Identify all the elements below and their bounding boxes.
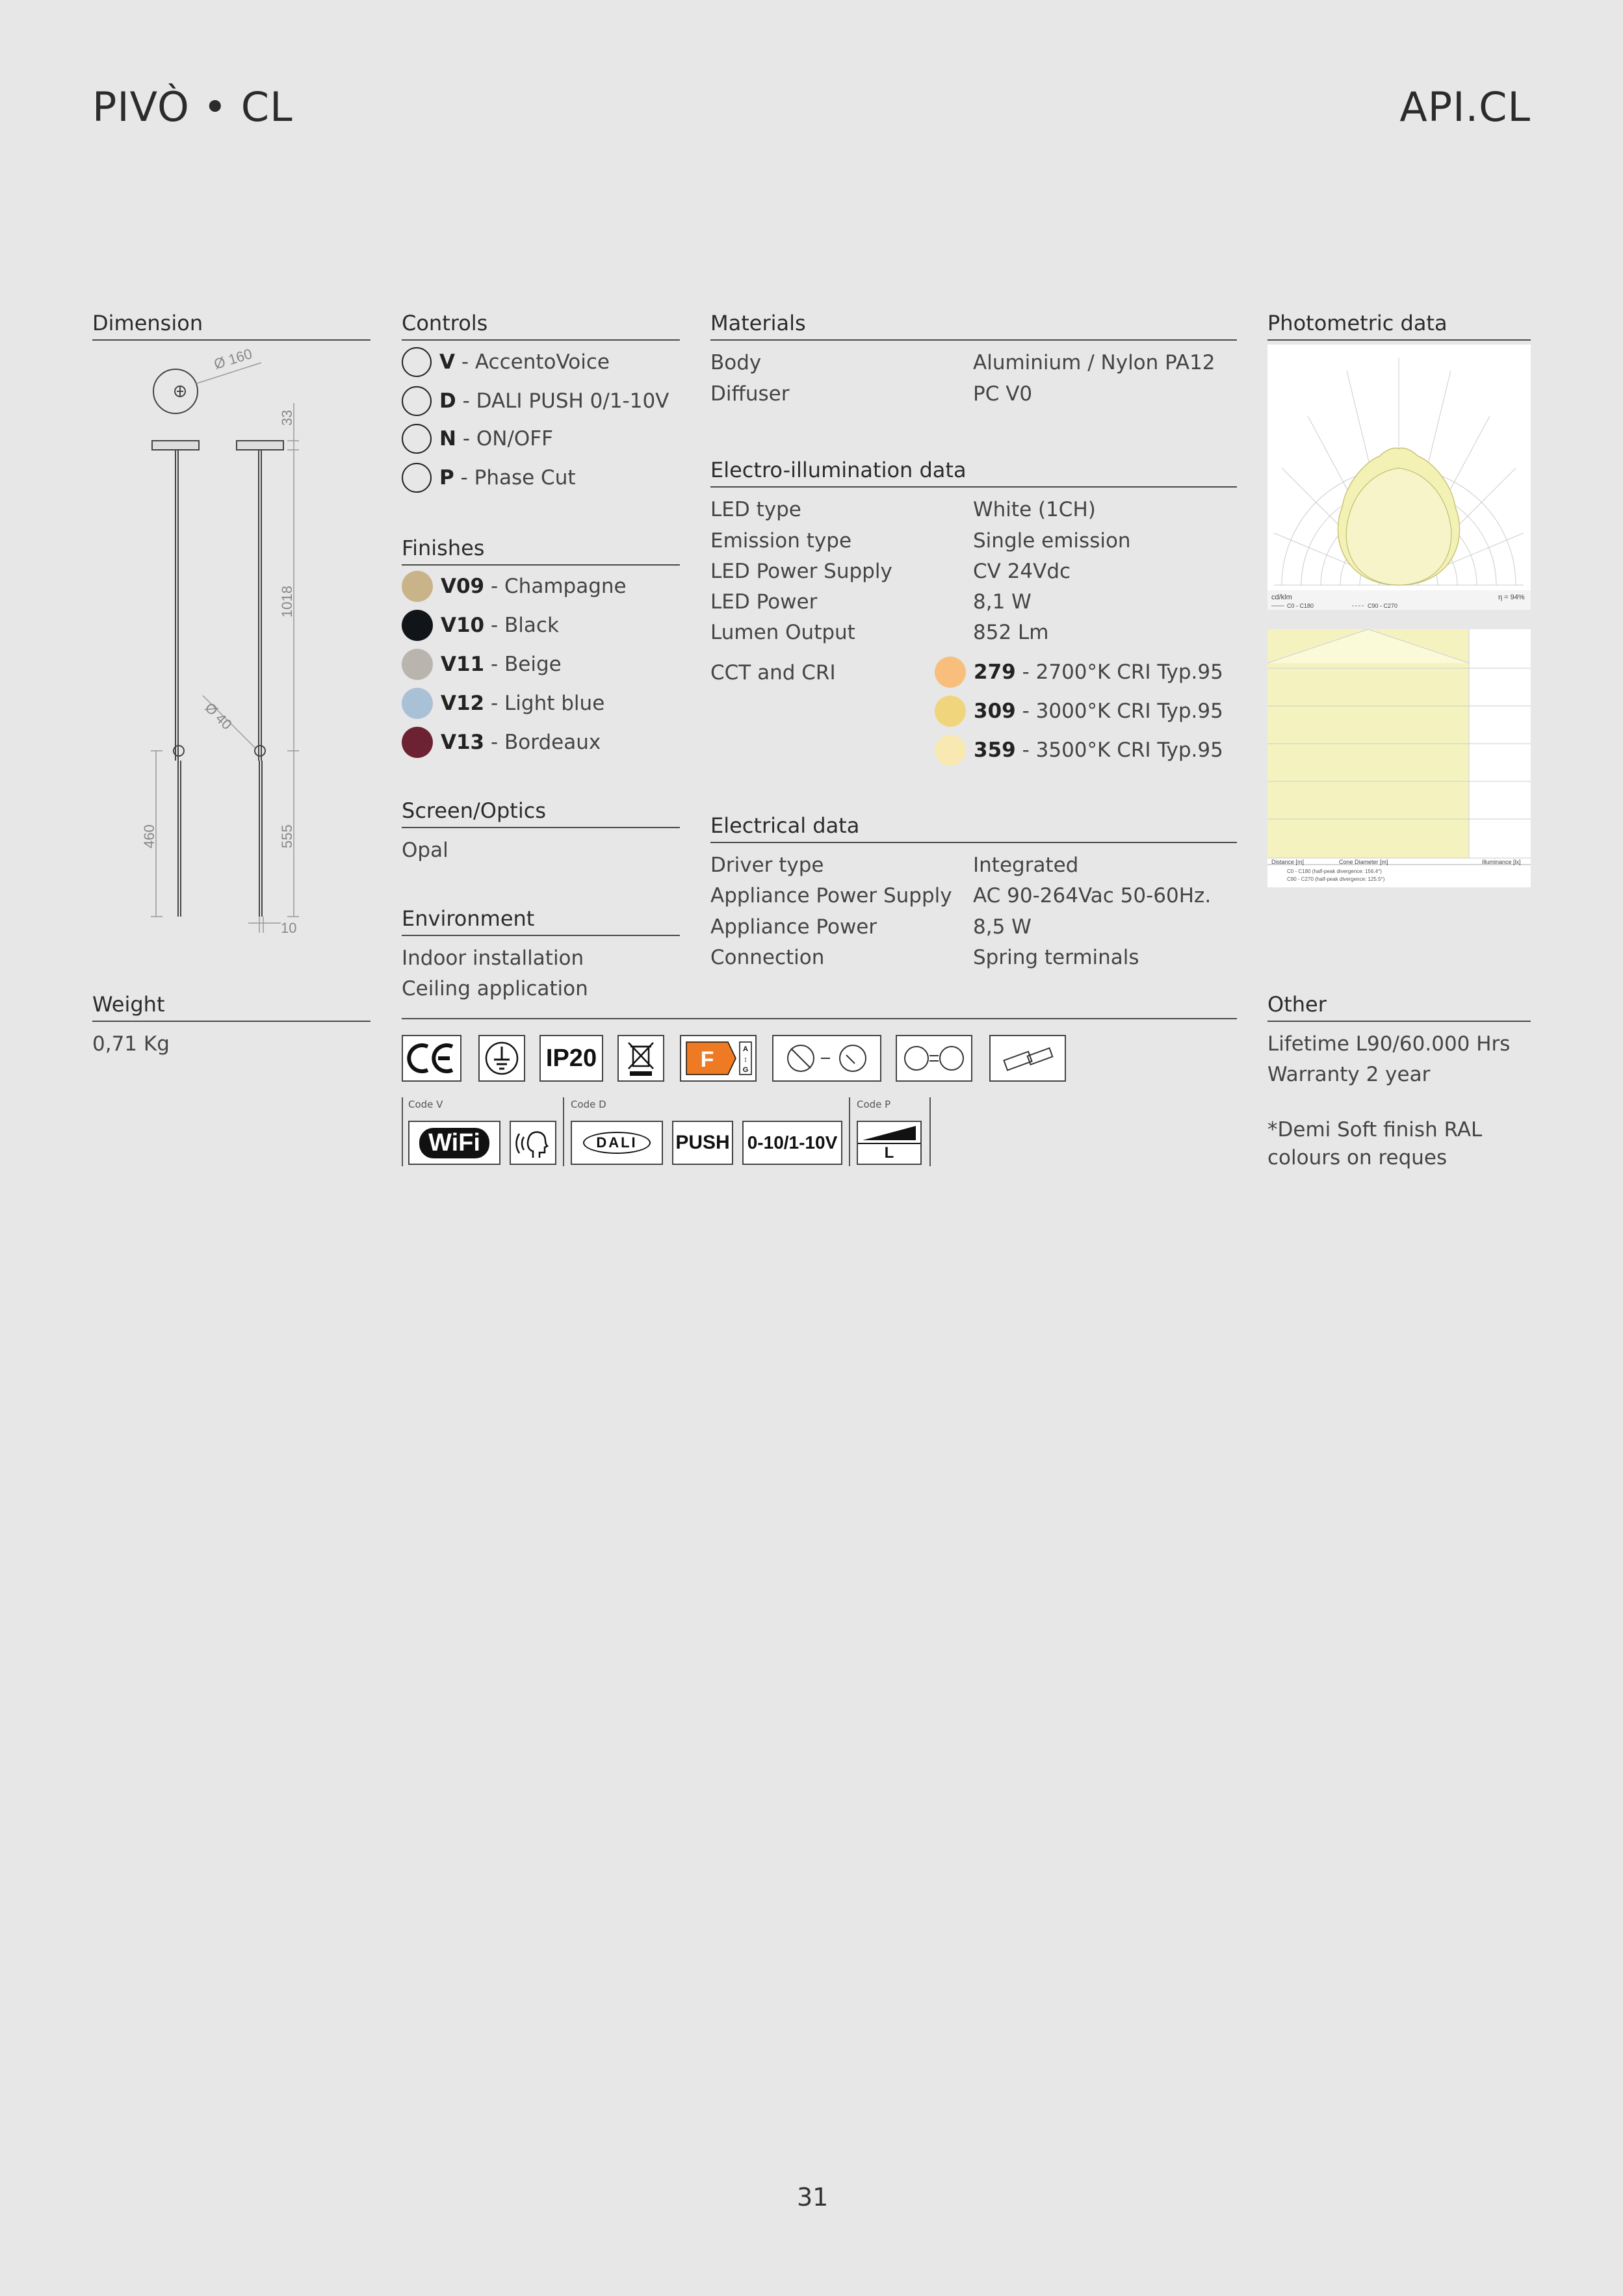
push-icon: PUSH <box>672 1121 733 1165</box>
control-item-v: V - AccentoVoice <box>402 347 610 377</box>
cone-footer-col1: Distance [m] <box>1271 859 1305 865</box>
code-p-label: Code P <box>857 1099 891 1110</box>
cct-label: CCT and CRI <box>710 661 836 685</box>
ground-class-icon <box>478 1035 525 1082</box>
cct-item: 359 - 3500°K CRI Typ.95 <box>935 735 1223 766</box>
polar-footer-right: η = 94% <box>1498 594 1525 601</box>
electrical-value: AC 90-264Vac 50-60Hz. <box>973 884 1212 907</box>
finish-swatch-icon <box>402 727 433 758</box>
dim-diameter-top: Ø 160 <box>212 345 254 372</box>
electro-value: 8,1 W <box>973 590 1032 614</box>
code-d-divider <box>563 1097 564 1166</box>
finishes-heading: Finishes <box>402 536 680 566</box>
svg-text:↕: ↕ <box>744 1056 747 1063</box>
electro-key: LED Power <box>710 590 818 614</box>
control-item-n: N - ON/OFF <box>402 424 553 454</box>
photometric-heading: Photometric data <box>1267 311 1531 341</box>
product-title: PIVÒ • CL <box>92 83 293 131</box>
cone-legend-1: C0 - C180 (half-peak divergence: 156.4°) <box>1287 868 1382 874</box>
dimension-heading: Dimension <box>92 311 370 341</box>
cone-legend-2: C90 - C270 (half-peak divergence: 125.5°) <box>1287 876 1385 882</box>
code-d-label: Code D <box>571 1099 606 1110</box>
finish-swatch-icon <box>402 571 433 602</box>
electrical-value: 8,5 W <box>973 915 1032 939</box>
electro-value: 852 Lm <box>973 621 1049 644</box>
materials-value: PC V0 <box>973 382 1033 406</box>
polar-legend-1: C0 - C180 <box>1287 603 1314 609</box>
dimming-0-10v-icon: 0-10/1-10V <box>742 1121 842 1165</box>
cone-footer-col2: Cone Diameter [m] <box>1339 859 1388 865</box>
electro-key: Lumen Output <box>710 621 855 644</box>
electro-value: White (1CH) <box>973 498 1096 521</box>
ce-mark-icon <box>402 1035 461 1082</box>
cct-item: 309 - 3000°K CRI Typ.95 <box>935 696 1223 727</box>
wifi-icon: WiFi <box>408 1121 500 1165</box>
control-circle-icon <box>402 463 432 493</box>
led-driver-icon <box>896 1035 972 1082</box>
code-p-divider <box>849 1097 850 1166</box>
electro-key: LED type <box>710 498 801 521</box>
electrical-heading: Electrical data <box>710 813 1237 843</box>
other-note-line: colours on reques <box>1267 1146 1448 1169</box>
electro-key: Emission type <box>710 529 852 553</box>
finish-swatch-icon <box>402 649 433 680</box>
electrical-key: Connection <box>710 946 825 969</box>
code-v-label: Code V <box>408 1099 443 1110</box>
dim-height-460: 460 <box>141 824 157 848</box>
environment-item: Ceiling application <box>402 977 588 1000</box>
dim-height-555: 555 <box>279 824 295 848</box>
phase-cut-icon: L <box>857 1121 922 1165</box>
controls-heading: Controls <box>402 311 680 341</box>
dimension-drawing <box>92 345 370 943</box>
electrical-key: Driver type <box>710 854 824 877</box>
other-note-line: *Demi Soft finish RAL <box>1267 1118 1483 1141</box>
control-circle-icon <box>402 347 432 377</box>
cct-item: 279 - 2700°K CRI Typ.95 <box>935 657 1223 688</box>
ip20-icon: IP20 <box>539 1035 603 1082</box>
finish-swatch-icon <box>402 610 433 641</box>
dim-diameter-mid: Ø 40 <box>201 699 235 733</box>
materials-heading: Materials <box>710 311 1237 341</box>
icons-divider <box>402 1018 1237 1019</box>
electrical-value: Integrated <box>973 854 1079 877</box>
electrical-value: Spring terminals <box>973 946 1139 969</box>
voice-control-icon <box>510 1121 556 1165</box>
control-circle-icon <box>402 424 432 454</box>
finish-item: V10 - Black <box>402 610 559 641</box>
materials-value: Aluminium / Nylon PA12 <box>973 351 1215 374</box>
weight-heading: Weight <box>92 992 370 1022</box>
cct-color-swatch-icon <box>935 696 966 727</box>
electrical-key: Appliance Power Supply <box>710 884 952 907</box>
dim-height-1018: 1018 <box>279 586 295 618</box>
other-line: Lifetime L90/60.000 Hrs <box>1267 1032 1511 1056</box>
other-line: Warranty 2 year <box>1267 1063 1431 1086</box>
energy-class-icon <box>680 1035 757 1082</box>
electro-value: Single emission <box>973 529 1131 553</box>
environment-item: Indoor installation <box>402 946 584 970</box>
energy-class-letter: F <box>700 1047 714 1072</box>
led-replaceable-icon <box>772 1035 881 1082</box>
cone-diagram <box>1267 629 1531 887</box>
control-circle-icon <box>402 386 432 416</box>
polar-footer-left: cd/klm <box>1271 594 1292 601</box>
finish-item: V09 - Champagne <box>402 571 627 602</box>
screen-heading: Screen/Optics <box>402 798 680 828</box>
electro-heading: Electro-illumination data <box>710 458 1237 488</box>
finish-item: V12 - Light blue <box>402 688 604 719</box>
cct-color-swatch-icon <box>935 657 966 688</box>
finish-swatch-icon <box>402 688 433 719</box>
other-heading: Other <box>1267 992 1531 1022</box>
weee-bin-icon <box>617 1035 664 1082</box>
svg-text:A: A <box>743 1045 748 1053</box>
cct-color-swatch-icon <box>935 735 966 766</box>
polar-legend-2: C90 - C270 <box>1368 603 1398 609</box>
screen-value: Opal <box>402 839 448 862</box>
weight-value: 0,71 Kg <box>92 1032 170 1056</box>
electro-value: CV 24Vdc <box>973 560 1071 583</box>
electro-key: LED Power Supply <box>710 560 892 583</box>
materials-key: Diffuser <box>710 382 790 406</box>
code-end-divider <box>929 1097 931 1166</box>
materials-key: Body <box>710 351 762 374</box>
dim-height-33: 33 <box>279 410 295 426</box>
svg-text:G: G <box>742 1066 749 1074</box>
environment-heading: Environment <box>402 906 680 936</box>
dali-icon: DALI <box>571 1121 663 1165</box>
electrical-key: Appliance Power <box>710 915 877 939</box>
dim-width-10: 10 <box>281 920 297 936</box>
polar-diagram <box>1267 345 1531 610</box>
product-code: API.CL <box>1399 83 1531 131</box>
finish-item: V13 - Bordeaux <box>402 727 601 758</box>
page-number: 31 <box>797 2183 829 2211</box>
code-v-divider <box>402 1097 403 1166</box>
cone-footer-col3: Illuminance [lx] <box>1482 859 1521 865</box>
driver-remote-icon <box>989 1035 1066 1082</box>
finish-item: V11 - Beige <box>402 649 562 680</box>
control-item-p: P - Phase Cut <box>402 463 576 493</box>
control-item-d: D - DALI PUSH 0/1-10V <box>402 386 669 416</box>
